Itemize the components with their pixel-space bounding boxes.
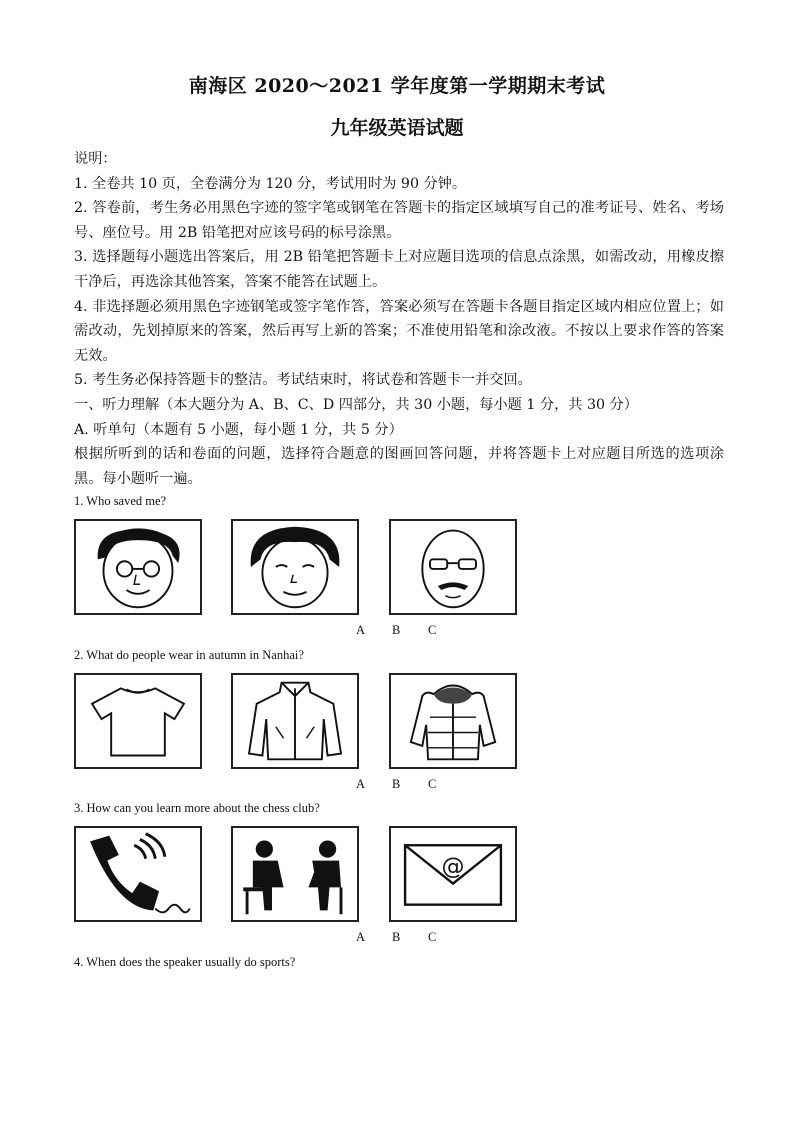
part-heading: A. 听单句（本题有 5 小题，每小题 1 分，共 5 分） <box>74 421 403 438</box>
note-item: 1. 全卷共 10 页，全卷满分为 120 分，考试用时为 90 分钟。 <box>74 175 467 192</box>
notes-heading: 说明： <box>74 151 117 167</box>
question-4: 4. When does the speaker usually do sports? <box>74 955 296 969</box>
bald-man-glasses-icon <box>389 519 517 615</box>
option-label-c: C <box>428 623 437 637</box>
question-3: 3. How can you learn more about the chess club? <box>74 801 320 815</box>
question-1: 1. Who saved me? <box>74 494 167 508</box>
telephone-icon <box>74 826 202 922</box>
note-item: 4. 非选择题必须用黑色字迹钢笔或签字笔作答，答案必须写在答题卡各题目指定区域内相应位置上；如需改动，先划掉原来的答案，然后再写上新的答案；不准使用铅笔和涂改液。不按以上要求作答的答案无效。 <box>74 298 724 364</box>
question-2: 2. What do people wear in autumn in Nanhai? <box>74 648 304 662</box>
option-label-c: C <box>428 777 437 791</box>
option-label-a: A <box>356 623 366 637</box>
two-people-talking-icon <box>231 826 359 922</box>
note-item: 2. 答卷前，考生务必用黑色字迹的签字笔或钢笔在答题卡的指定区域填写自己的准考证号、姓名、考场号、座位号。用 2B 铅笔把对应该号码的标号涂黑。 <box>74 200 724 241</box>
instructions-block <box>74 147 724 491</box>
down-coat-icon <box>389 673 517 769</box>
option-labels-q1 <box>356 623 464 638</box>
part-instructions: 根据所听到的话和卷面的问题，选择符合题意的图画回答问题，并将答题卡上对应题目所选的选项涂黑。每小题听一遍。 <box>74 446 724 487</box>
note-item: 3. 选择题每小题选出答案后，用 2B 铅笔把答题卡上对应题目选项的信息点涂黑，如需改动，用橡皮擦干净后，再选涂其他答案，答案不能答在试题上。 <box>74 249 724 290</box>
option-label-a: A <box>356 930 366 944</box>
jacket-icon <box>231 673 359 769</box>
tshirt-icon <box>74 673 202 769</box>
section-heading: 一、听力理解（本大题分为 A、B、C、D 四部分，共 30 小题，每小题 1 分，共 30 分） <box>74 396 638 413</box>
option-labels-q2 <box>356 777 464 792</box>
exam-subtitle: 九年级英语试题 <box>330 117 464 139</box>
option-label-a: A <box>356 777 366 791</box>
woman-face-icon <box>231 519 359 615</box>
man-face-glasses-icon <box>74 519 202 615</box>
option-label-c: C <box>428 930 437 944</box>
note-item: 5. 考生务必保持答题卡的整洁。考试结束时，将试卷和答题卡一并交回。 <box>74 372 532 389</box>
svg-text:@: @ <box>441 854 465 880</box>
option-label-b: B <box>392 930 401 944</box>
option-label-b: B <box>392 777 401 791</box>
option-labels-q3 <box>356 930 464 945</box>
exam-title: 南海区 2020～2021 学年度第一学期期末考试 <box>188 75 606 97</box>
option-label-b: B <box>392 623 401 637</box>
email-envelope-icon <box>389 826 517 922</box>
